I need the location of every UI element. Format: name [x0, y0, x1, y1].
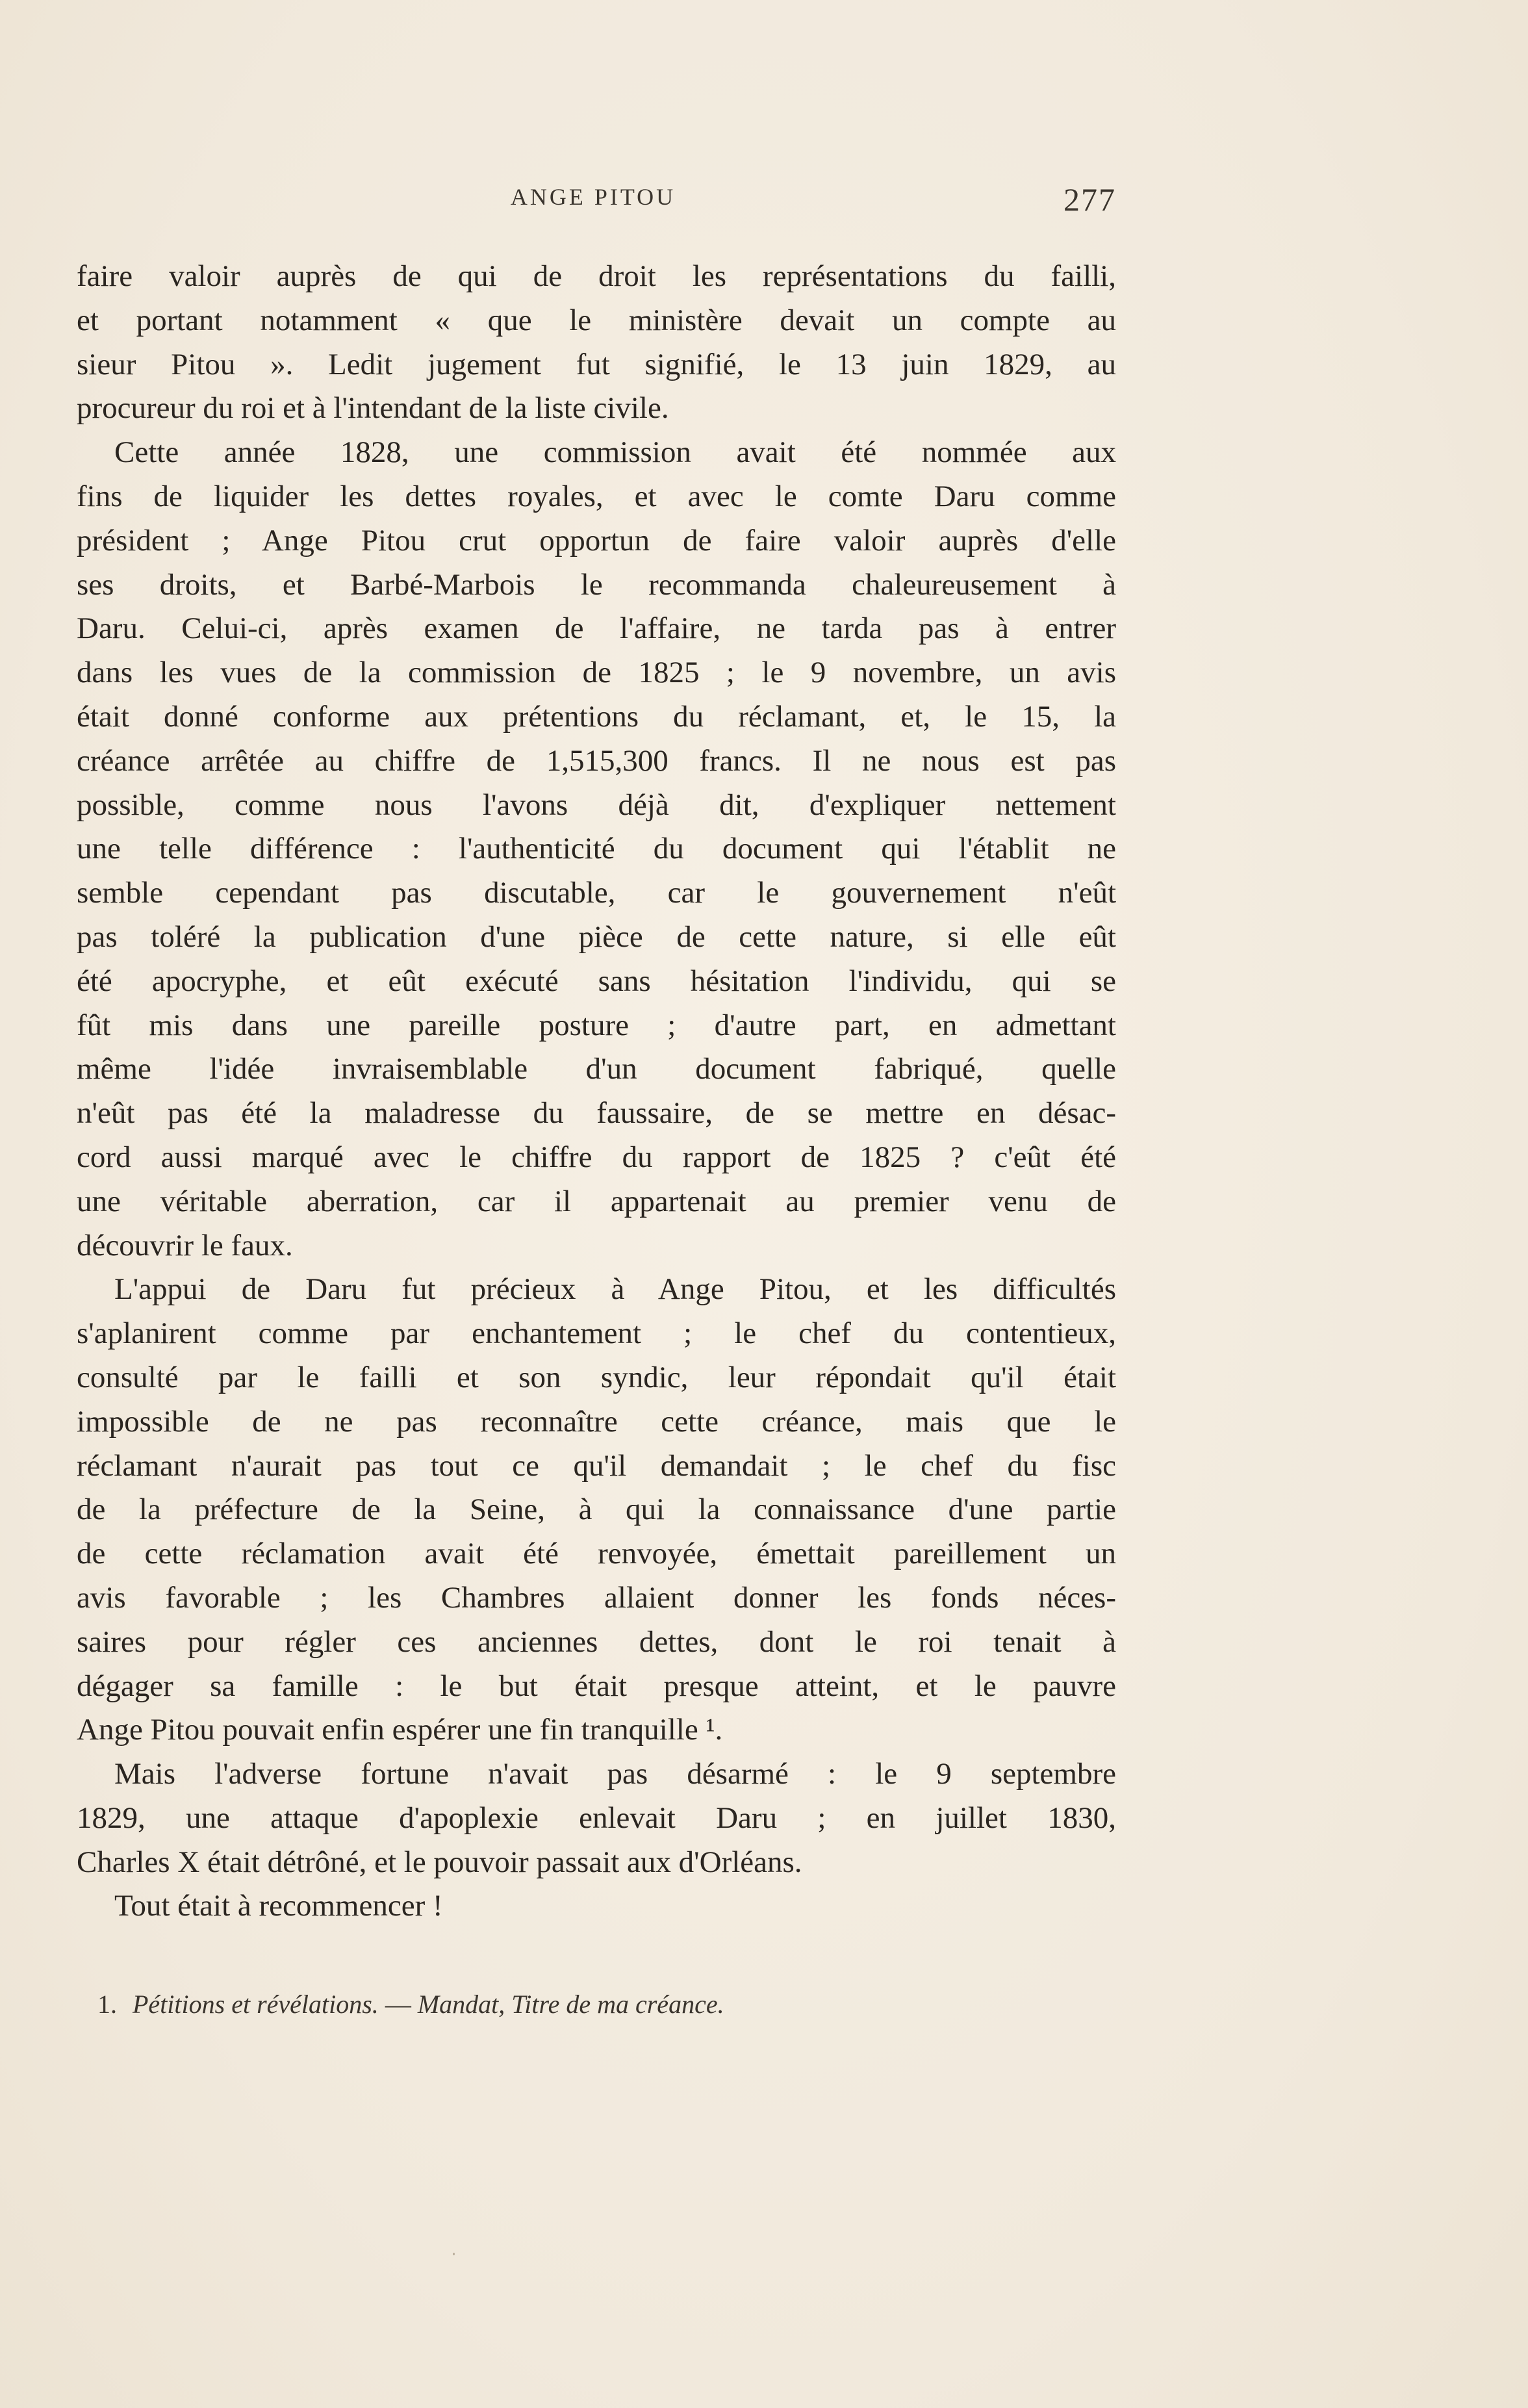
paragraph: [77, 255, 1116, 431]
text-line: une véritable aberration, car il appartenait au premier venu de: [77, 1184, 1116, 1218]
paper-speck: [453, 2253, 455, 2255]
text-line: était donné conforme aux prétentions du réclamant, et, le 15, la: [77, 699, 1116, 734]
text-line: avis favorable ; les Chambres allaient donner les fonds néces-: [77, 1580, 1116, 1615]
text-line: été apocryphe, et eût exécuté sans hésitation l'individu, qui se: [77, 964, 1116, 998]
running-title: ANGE PITOU: [510, 184, 676, 210]
text-line: Cette année 1828, une commission avait été nommée aux: [114, 435, 1116, 470]
text-line: ses droits, et Barbé-Marbois le recommanda chaleureusement à: [77, 567, 1116, 602]
text-line: impossible de ne pas reconnaître cette créance, mais que le: [77, 1404, 1116, 1439]
text-line: créance arrêtée au chiffre de 1,515,300 francs. Il ne nous est pas: [77, 743, 1116, 778]
running-head: [77, 181, 1116, 220]
footnote-source-title: Pétitions et révélations.: [133, 1990, 379, 2019]
paragraph: [77, 1268, 1116, 1752]
text-line: de cette réclamation avait été renvoyée, émettait pareillement un: [77, 1537, 1116, 1571]
footnote-number: 1.: [97, 1990, 117, 2019]
body-text: [77, 255, 1116, 1928]
text-line: fût mis dans une pareille posture ; d'autre part, en admettant: [77, 1008, 1116, 1042]
text-line: consulté par le failli et son syndic, leur répondait qu'il était: [77, 1360, 1116, 1394]
text-line: même l'idée invraisemblable d'un document fabriqué, quelle: [77, 1052, 1116, 1086]
text-line: 1829, une attaque d'apoplexie enlevait Daru ; en juillet 1830,: [77, 1800, 1116, 1835]
text-line: n'eût pas été la maladresse du faussaire, de se mettre en désac-: [77, 1096, 1116, 1131]
text-line: Daru. Celui-ci, après examen de l'affaire, ne tarda pas à entrer: [77, 611, 1116, 646]
footnote-reference: Mandat, Titre de ma créance.: [417, 1990, 724, 2019]
text-line: et portant notamment « que le ministère devait un compte au: [77, 303, 1116, 337]
text-line: pas toléré la publication d'une pièce de cette nature, si elle eût: [77, 919, 1116, 954]
text-line: L'appui de Daru fut précieux à Ange Pitou, et les difficultés: [114, 1272, 1116, 1307]
paragraph: [77, 431, 1116, 1268]
text-line: s'aplanirent comme par enchantement ; le chef du contentieux,: [77, 1316, 1116, 1351]
footnote: [97, 1985, 1137, 2024]
page-number: 277: [1063, 181, 1116, 218]
text-line: dans les vues de la commission de 1825 ; le 9 novembre, un avis: [77, 656, 1116, 690]
text-line: possible, comme nous l'avons déjà dit, d'expliquer nettement: [77, 788, 1116, 822]
text-line: président ; Ange Pitou crut opportun de faire valoir auprès d'elle: [77, 523, 1116, 557]
text-line: de la préfecture de la Seine, à qui la connaissance d'une partie: [77, 1492, 1116, 1527]
paragraph: [77, 1752, 1116, 1884]
text-line: une telle différence : l'authenticité du document qui l'établit ne: [77, 832, 1116, 866]
text-line: procureur du roi et à l'intendant de la liste civile.: [77, 391, 669, 426]
text-line: dégager sa famille : le but était presque atteint, et le pauvre: [77, 1669, 1116, 1703]
text-line: Ange Pitou pouvait enfin espérer une fin tranquille ¹.: [77, 1713, 723, 1747]
text-line: fins de liquider les dettes royales, et avec le comte Daru comme: [77, 479, 1116, 513]
text-line: Mais l'adverse fortune n'avait pas désarmé : le 9 septembre: [114, 1757, 1116, 1791]
text-line: semble cependant pas discutable, car le gouvernement n'eût: [77, 876, 1116, 910]
paragraph: [77, 1884, 1116, 1928]
footnote-dash: —: [385, 1990, 411, 2019]
text-line: faire valoir auprès de qui de droit les représentations du failli,: [77, 259, 1116, 293]
text-line: réclamant n'aurait pas tout ce qu'il demandait ; le chef du fisc: [77, 1448, 1116, 1483]
text-line: saires pour régler ces anciennes dettes, dont le roi tenait à: [77, 1624, 1116, 1659]
text-line: Charles X était détrôné, et le pouvoir passait aux d'Orléans.: [77, 1845, 802, 1879]
text-line: découvrir le faux.: [77, 1228, 293, 1262]
text-line: cord aussi marqué avec le chiffre du rapport de 1825 ? c'eût été: [77, 1140, 1116, 1174]
text-line: Tout était à recommencer !: [114, 1889, 443, 1923]
text-line: sieur Pitou ». Ledit jugement fut signifié, le 13 juin 1829, au: [77, 347, 1116, 381]
